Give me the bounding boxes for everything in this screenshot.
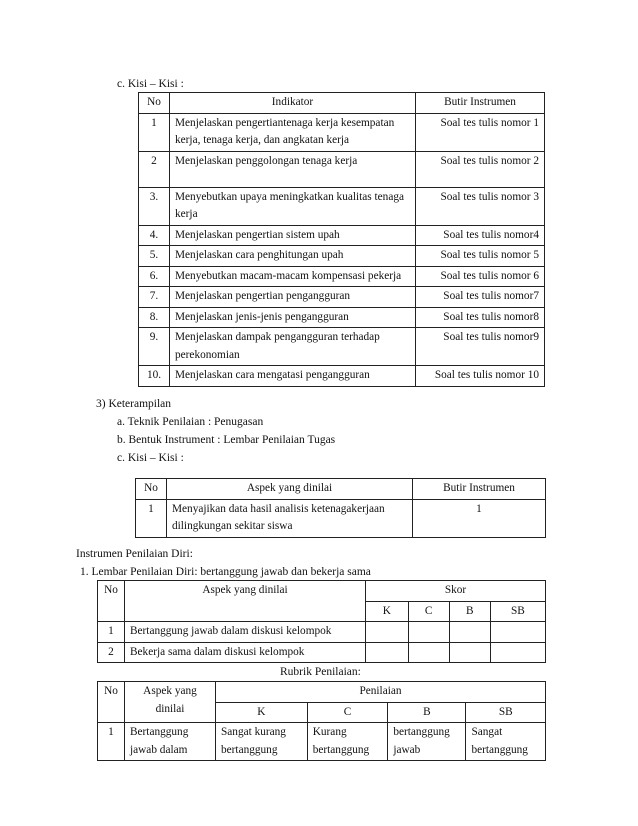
score-cell [449,642,490,663]
score-cell [449,622,490,643]
row-no: 7. [139,287,170,308]
table-row [98,642,546,663]
kisi-heading: c. Kisi – Kisi : [117,78,184,90]
row-indikator: Menjelaskan dampak pengangguran terhadap perekonomian [170,328,416,366]
row-no: 1 [136,499,167,537]
row-aspek: Bekerja sama dalam diskusi kelompok [125,642,366,663]
row-butir: Soal tes tulis nomor 1 [416,113,545,151]
penilaian-diri-heading: Instrumen Penilaian Diri: [76,548,193,560]
header-no: No [98,581,125,622]
level-sb-desc: Sangat bertanggung [466,723,546,761]
level-sb: SB [466,702,546,723]
row-indikator: Menjelaskan cara penghitungan upah [170,246,416,267]
row-indikator: Menjelaskan pengertiantenaga kerja kesempatan kerja, tenaga kerja, dan angkatan kerja [170,113,416,151]
row-butir: Soal tes tulis nomor 2 [416,151,545,187]
level-k-desc: Sangat kurang bertanggung [216,723,308,761]
row-butir: Soal tes tulis nomor 3 [416,187,545,225]
level-c: C [307,702,388,723]
penilaian-diri-table [97,580,546,663]
score-cell [408,622,449,643]
row-butir: Soal tes tulis nomor7 [416,287,545,308]
table-row [139,225,545,246]
table-row [98,723,546,761]
kisi-kisi-label: c. Kisi – Kisi : [117,452,184,464]
row-no: 3. [139,187,170,225]
row-no: 2 [139,151,170,187]
score-cell [366,622,409,643]
table-header-row [136,479,546,500]
score-k: K [366,601,409,622]
header-no: No [139,93,170,114]
row-no: 8. [139,307,170,328]
table-row [139,366,545,387]
rubrik-table [97,681,546,761]
table-row [139,328,545,366]
table-header-row [98,682,546,703]
score-sb: SB [490,601,545,622]
row-indikator: Menjelaskan pengertian pengangguran [170,287,416,308]
level-b: B [388,702,466,723]
table-row [139,246,545,267]
row-butir: Soal tes tulis nomor 5 [416,246,545,267]
row-indikator: Menjelaskan jenis-jenis pengangguran [170,307,416,328]
row-no: 1 [98,723,125,761]
score-cell [366,642,409,663]
keterampilan-heading: 3) Keterampilan [96,398,172,410]
bentuk-instrument: b. Bentuk Instrument : Lembar Penilaian Tugas [117,434,336,446]
table-row [139,307,545,328]
table-row [139,113,545,151]
level-k: K [216,702,308,723]
header-indikator: Indikator [170,93,416,114]
rubrik-title: Rubrik Penilaian: [280,666,361,678]
level-b-desc: bertanggung jawab [388,723,466,761]
header-aspek: Aspek yang dinilai [125,682,216,723]
row-aspek: Bertanggung jawab dalam [125,723,216,761]
row-aspek: Bertanggung jawab dalam diskusi kelompok [125,622,366,643]
row-indikator: Menjelaskan pengertian sistem upah [170,225,416,246]
table-row [139,287,545,308]
row-no: 5. [139,246,170,267]
header-penilaian: Penilaian [216,682,546,703]
row-no: 6. [139,266,170,287]
header-skor: Skor [366,581,546,602]
table-row [98,622,546,643]
row-butir: Soal tes tulis nomor 6 [416,266,545,287]
row-no: 1 [98,622,125,643]
row-no: 4. [139,225,170,246]
score-c: C [408,601,449,622]
header-butir: Butir Instrumen [416,93,545,114]
keterampilan-table [135,478,546,538]
level-c-desc: Kurang bertanggung [307,723,388,761]
table-row [139,266,545,287]
header-aspek: Aspek yang dinilai [125,581,366,622]
row-butir: 1 [413,499,546,537]
table-row [139,151,545,187]
teknik-penilaian: a. Teknik Penilaian : Penugasan [117,416,264,428]
row-butir: Soal tes tulis nomor9 [416,328,545,366]
table-row [139,187,545,225]
row-butir: Soal tes tulis nomor8 [416,307,545,328]
header-butir: Butir Instrumen [413,479,546,500]
score-cell [490,642,545,663]
header-no: No [98,682,125,723]
row-indikator: Menjelaskan penggolongan tenaga kerja [170,151,416,187]
row-no: 10. [139,366,170,387]
header-aspek: Aspek yang dinilai [167,479,413,500]
row-aspek: Menyajikan data hasil analisis ketenagakerjaan dilingkungan sekitar siswa [167,499,413,537]
kisi-table [138,92,545,387]
table-header-row [139,93,545,114]
row-no: 2 [98,642,125,663]
row-indikator: Menyebutkan upaya meningkatkan kualitas tenaga kerja [170,187,416,225]
row-butir: Soal tes tulis nomor4 [416,225,545,246]
table-row [136,499,546,537]
table-header-row [98,581,546,602]
row-no: 9. [139,328,170,366]
row-no: 1 [139,113,170,151]
header-no: No [136,479,167,500]
lembar-penilaian-diri: 1. Lembar Penilaian Diri: bertanggung jawab dan bekerja sama [80,566,371,578]
row-indikator: Menjelaskan cara mengatasi pengangguran [170,366,416,387]
score-b: B [449,601,490,622]
score-cell [408,642,449,663]
row-indikator: Menyebutkan macam-macam kompensasi pekerja [170,266,416,287]
score-cell [490,622,545,643]
row-butir: Soal tes tulis nomor 10 [416,366,545,387]
